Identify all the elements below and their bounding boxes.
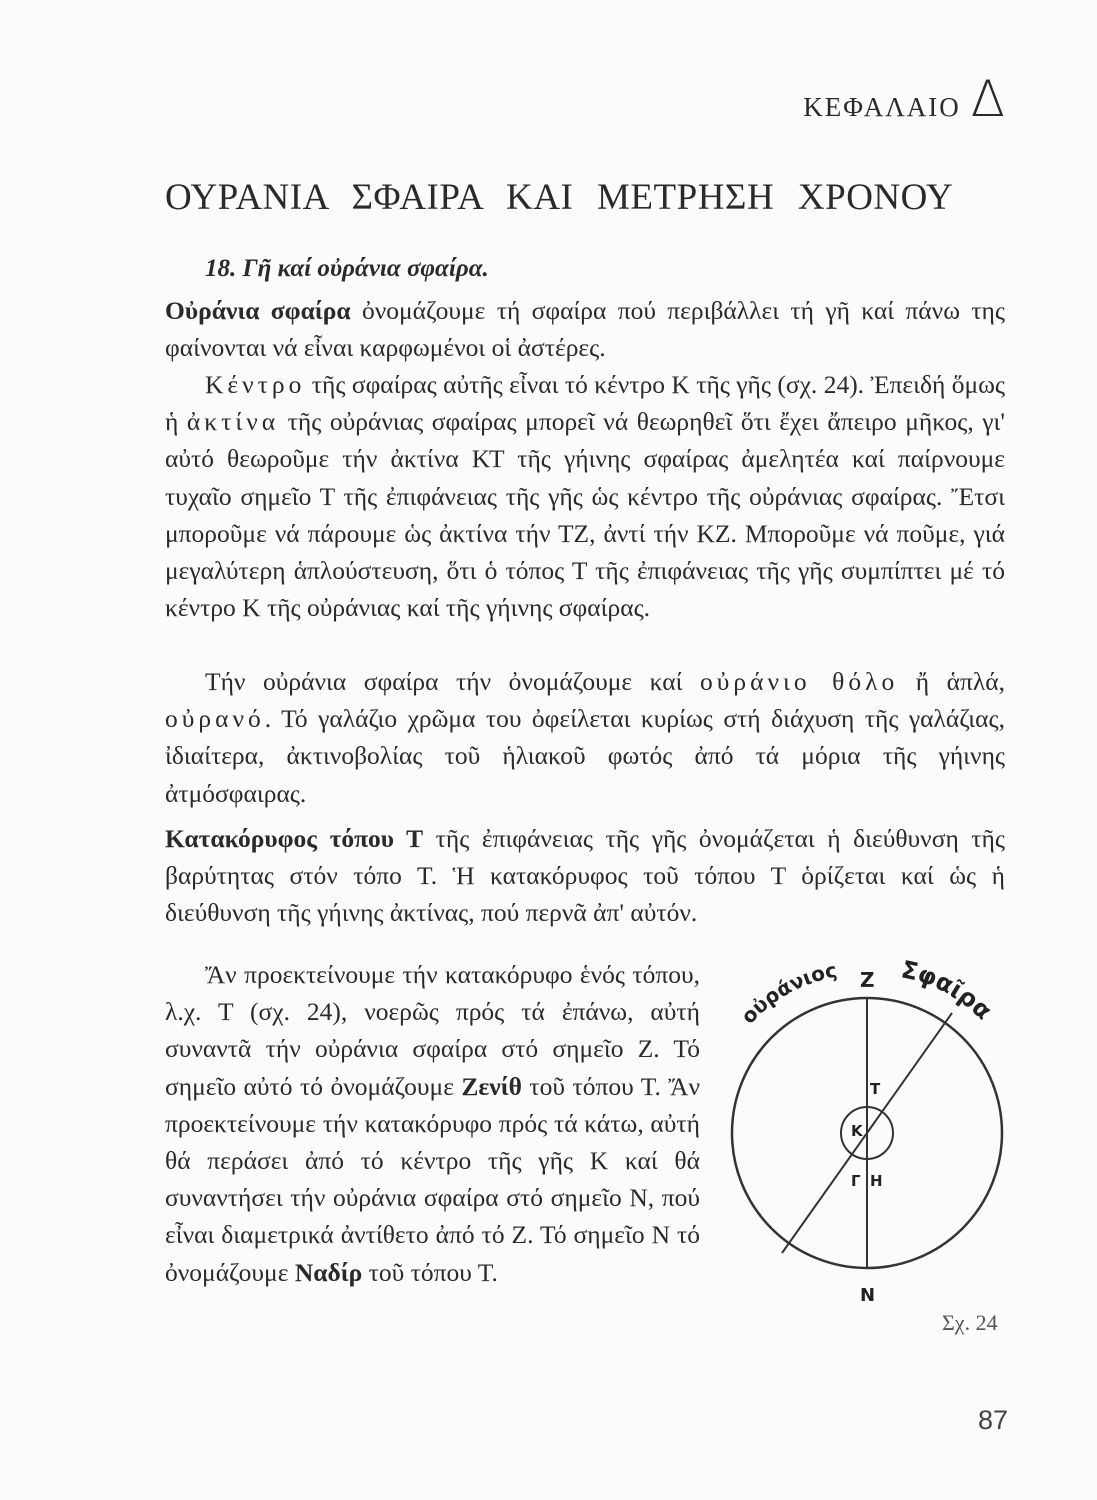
paragraph-text: Τήν οὐράνια σφαίρα τήν ὀνομάζουμε καί: [205, 667, 701, 696]
label-sfaira: Σφαῖρα: [898, 955, 998, 1026]
label-center-k: Κ: [851, 1122, 863, 1140]
page-title: ΟΥΡΑΝΙΑ ΣΦΑΙΡΑ ΚΑΙ ΜΕΤΡΗΣΗ ΧΡΟΝΟΥ: [165, 177, 954, 218]
chapter-letter: Δ: [970, 70, 1005, 128]
paragraph-vertical: [165, 820, 1005, 932]
label-eta: Η: [870, 1172, 883, 1190]
paragraph-text: τοῦ τόπου Τ.: [362, 1257, 498, 1287]
figure-caption: Σχ. 24: [942, 1310, 998, 1335]
paragraph-zenith-nadir: [165, 956, 700, 1291]
paragraph-center: [165, 366, 1005, 626]
term-zenith: Ζενίθ: [461, 1071, 522, 1101]
paragraph-text: ὀνομάζουμε τή σφαίρα πού περιβάλλει τή γῆ καί πάνω της φαίνονται νά εἶναι καρφωμένοι οἱ ἀστέρες.: [165, 296, 1005, 363]
label-zenith: Ζ: [860, 968, 875, 992]
paragraph-definition: [165, 292, 1005, 366]
celestial-sphere-diagram: [720, 955, 1020, 1335]
section-heading: 18. Γῆ καί οὐράνια σφαίρα.: [205, 255, 489, 282]
page-number: 87: [978, 1405, 1009, 1435]
term-nadir: Ναδίρ: [294, 1257, 363, 1287]
paragraph-text: τῆς οὐράνιας σφαίρας μπορεῖ νά θεωρηθεῖ ὅτι ἔχει ἄπειρο μῆκος, γι' αὐτό θεωροῦμε τήν ἀκτίνα ΚΤ τῆς γήινης σφαίρας ἀμελητέα καί παίρνουμε τυχαῖο σημεῖο Τ τῆς ἐπιφάνειας τῆς γῆς ὡς κέντρο τῆς οὐράνιας σφαίρας. Ἔτσι μποροῦμε νά πάρουμε ὡς ἀκτίνα τήν ΤΖ, ἀντί τήν ΚΖ. Μποροῦμε νά ποῦμε, γιά μεγαλύτερη ἁπλούστευση, ὅτι ὁ τόπος Τ τῆς ἐπιφάνειας τῆς γῆς συμπίπτει μέ τό κέντρο Κ τῆς οὐράνιας καί τῆς γήινης σφαίρας.: [165, 407, 1005, 623]
spaced-term: οὐρανό: [165, 704, 265, 734]
chapter-word: ΚΕΦΑΛΑΙΟ: [803, 92, 961, 122]
paragraph-text: τῆς σφαίρας αὐτῆς εἶναι τό κέντρο Κ τῆς γῆς (σχ. 24). Ἐπειδή ὅμως ἡ: [165, 370, 1005, 437]
label-point-t: Τ: [870, 1080, 881, 1098]
spaced-term: Κέντρο: [205, 370, 306, 399]
label-gamma: Γ: [851, 1172, 861, 1190]
paragraph-text: τοῦ τόπου Τ. Ἄν προεκτείνουμε τήν κατακόρυφο πρός τά κάτω, αὐτή θά περάσει ἀπό τό κέντρο τῆς γῆς Κ καί θά συναντήσει τήν οὐράνια σφαίρα στό σημεῖο Ν, πού εἶναι διαμετρικά ἀντίθετο ἀπό τό Ζ. Τό σημεῖο Ν τό ὀνομάζουμε: [165, 1071, 701, 1287]
label-ouranios: οὐράνιος: [736, 957, 839, 1029]
spaced-term: οὐράνιο θόλο: [700, 667, 899, 696]
term-vertical: Κατακόρυφος τόπου Τ: [165, 824, 424, 853]
paragraph-text: ἤ ἁπλά,: [898, 667, 1005, 696]
paragraph-vault: [165, 663, 1005, 812]
paragraph-text: . Τό γαλάζιο χρῶμα του ὀφείλεται κυρίως στή διάχυση τῆς γαλάζιας, ἰδιαίτερα, ἀκτινοβολίας τοῦ ἡλιακοῦ φωτός ἀπό τά μόρια τῆς γήινης ἀτμόσφαιρας.: [165, 704, 1005, 808]
term-celestial-sphere: Οὐράνια σφαίρα: [165, 296, 351, 325]
label-nadir: Ν: [860, 1285, 876, 1306]
paragraph-text: τῆς ἐπιφάνειας τῆς γῆς ὀνομάζεται ἡ διεύθυνση τῆς βαρύτητας στόν τόπο Τ. Ἡ κατακόρυφος τοῦ τόπου Τ ὁρίζεται καί ὡς ἡ διεύθυνση τῆς γήινης ἀκτίνας, πού περνᾶ ἀπ' αὐτόν.: [165, 824, 1005, 928]
chapter-header: [803, 70, 1005, 128]
spaced-term: ἀκτίνα: [186, 407, 280, 437]
paragraph-text: Ἄν προεκτείνουμε τήν κατακόρυφο ἑνός τόπου, λ.χ. Τ (σχ. 24), νοερῶς πρός τά ἐπάνω, αὐτή συναντᾶ τήν οὐράνια σφαίρα στό σημεῖο Ζ. Τό σημεῖο αὐτό τό ὀνομάζουμε: [165, 960, 700, 1101]
